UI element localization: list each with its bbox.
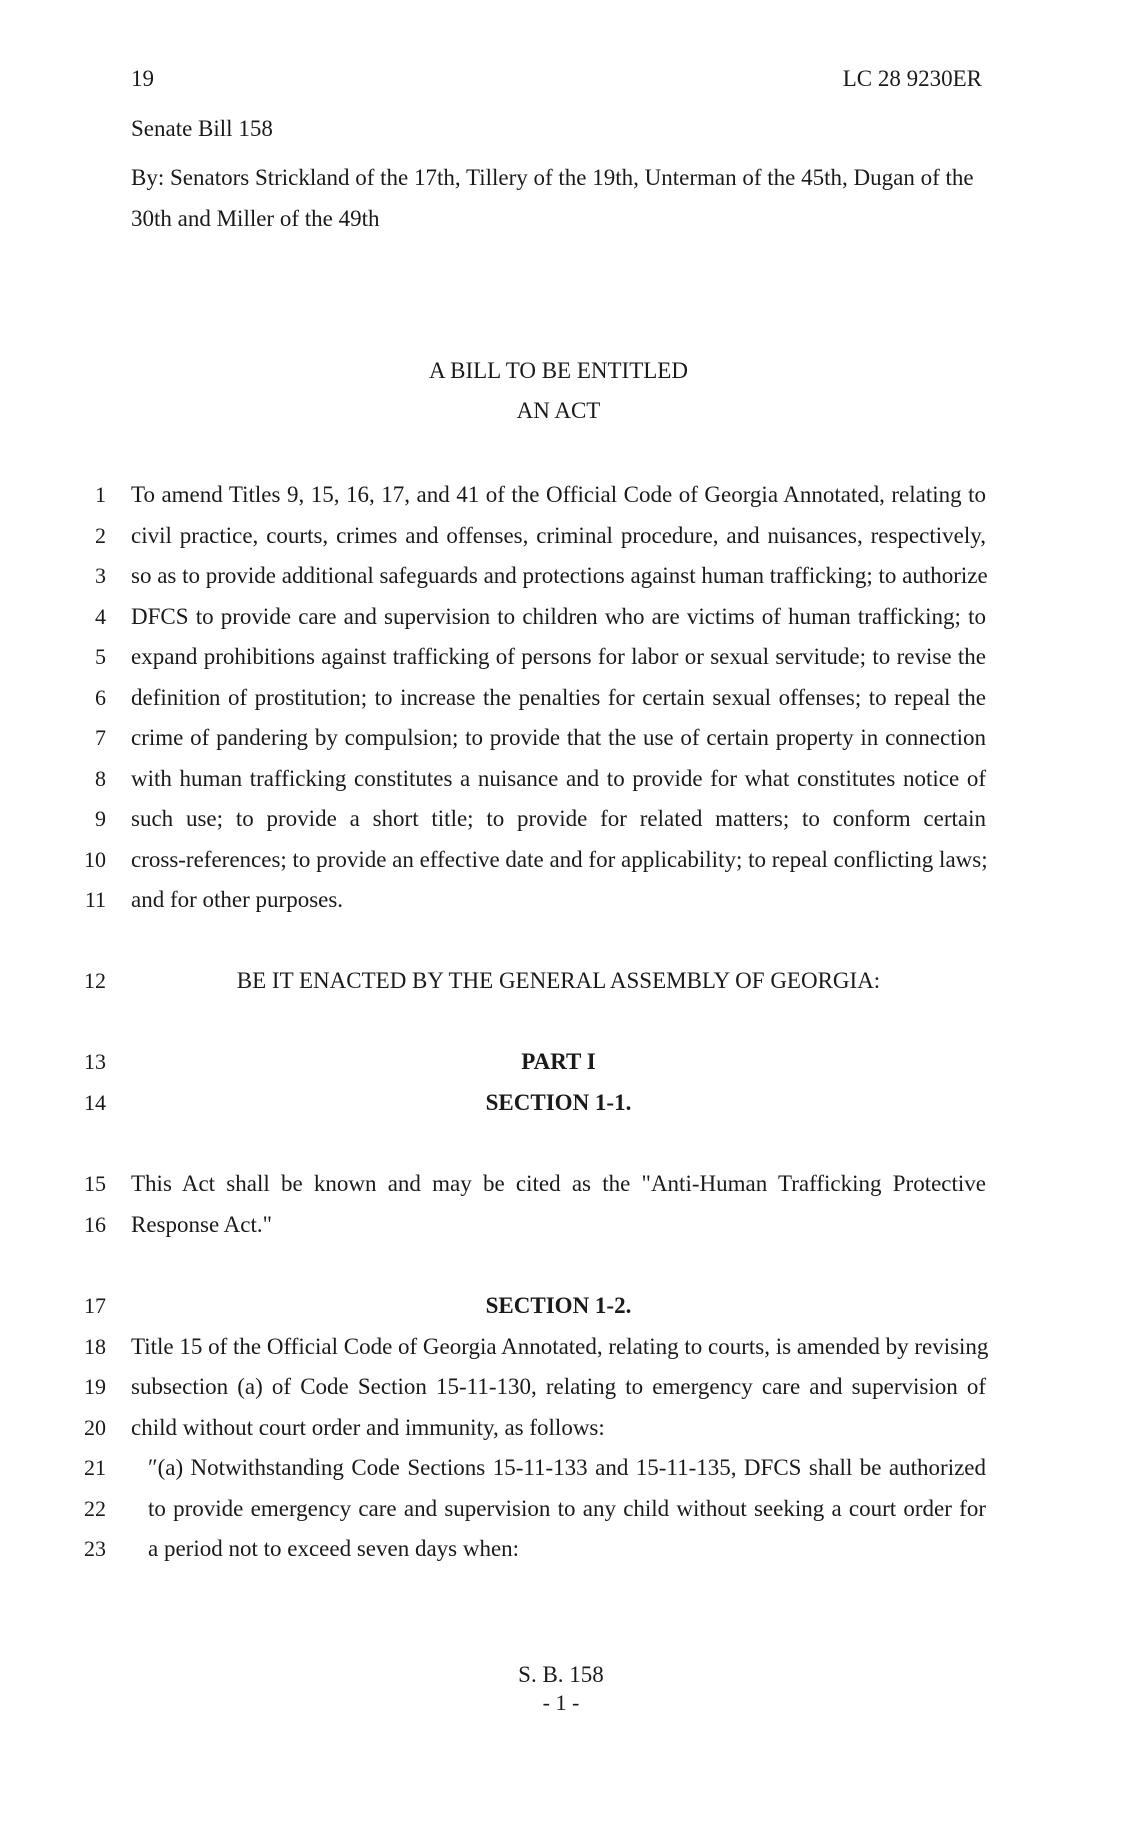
line-text: civil practice, courts, crimes and offenses, criminal procedure, and nuisances, respectively,: [131, 523, 986, 548]
enacting-clause-line: [0, 960, 1122, 1001]
line-number: 7: [95, 725, 106, 750]
footer-bill-ref: S. B. 158: [518, 1662, 604, 1687]
line-text: subsection (a) of Code Section 15-11-130, relating to emergency care and supervision of: [131, 1374, 986, 1399]
numbered-line: [0, 839, 1122, 880]
line-text: so as to provide additional safeguards and protections against human trafficking; to authorize: [131, 563, 988, 588]
line-number: 16: [84, 1212, 106, 1237]
bill-number: Senate Bill 158: [131, 116, 273, 141]
line-text: ″(a) Notwithstanding Code Sections 15-11-133 and 15-11-135, DFCS shall be authorized: [148, 1455, 986, 1480]
numbered-line: [0, 1366, 1122, 1407]
line-text: To amend Titles 9, 15, 16, 17, and 41 of the Official Code of Georgia Annotated, relating to: [131, 482, 986, 507]
line-number: 1: [95, 482, 106, 507]
line-number: 8: [95, 766, 106, 791]
line-number: 10: [84, 847, 106, 872]
page-number-header: 19: [131, 66, 154, 91]
line-text: to provide emergency care and supervision to any child without seeking a court order for: [148, 1496, 986, 1521]
line-text: DFCS to provide care and supervision to children who are victims of human trafficking; to: [131, 604, 986, 629]
footer-page-number: - 1 -: [542, 1690, 580, 1715]
section-heading-line: [0, 1082, 1122, 1123]
line-number: 6: [95, 685, 106, 710]
numbered-line: [0, 1407, 1122, 1448]
numbered-line: [0, 515, 1122, 556]
line-number: 12: [84, 968, 106, 993]
line-number: 2: [95, 523, 106, 548]
line-number: 3: [95, 563, 106, 588]
enacting-clause: BE IT ENACTED BY THE GENERAL ASSEMBLY OF GEORGIA:: [236, 968, 881, 993]
numbered-line: [0, 1326, 1122, 1367]
line-number: 22: [84, 1496, 106, 1521]
line-number: 11: [84, 887, 106, 912]
numbered-line: [0, 677, 1122, 718]
numbered-line: [0, 474, 1122, 515]
line-text: crime of pandering by compulsion; to provide that the use of certain property in connection: [131, 725, 986, 750]
line-text: expand prohibitions against trafficking of persons for labor or sexual servitude; to revise the: [131, 644, 986, 669]
numbered-line: [0, 1488, 1122, 1529]
line-number: 19: [84, 1374, 106, 1399]
numbered-line: [0, 879, 1122, 920]
line-text: such use; to provide a short title; to provide for related matters; to conform certain: [131, 806, 986, 831]
line-number: 13: [84, 1049, 106, 1074]
numbered-line: [0, 1447, 1122, 1488]
part-heading: PART I: [521, 1049, 596, 1074]
line-number: 23: [84, 1536, 106, 1561]
title-act: AN ACT: [516, 398, 601, 423]
line-number: 14: [84, 1090, 106, 1115]
line-text: This Act shall be known and may be cited as the "Anti-Human Trafficking Protective: [131, 1171, 986, 1196]
line-number: 15: [84, 1171, 106, 1196]
line-number: 21: [84, 1455, 106, 1480]
numbered-line: [0, 1163, 1122, 1204]
sponsors: By: Senators Strickland of the 17th, Tillery of the 19th, Unterman of the 45th, Dugan of the 30th and Miller of the 49th: [131, 165, 974, 231]
line-text: with human trafficking constitutes a nuisance and to provide for what constitutes notice of: [131, 766, 986, 791]
line-number: 9: [95, 806, 106, 831]
numbered-line: [0, 596, 1122, 637]
numbered-line: [0, 717, 1122, 758]
numbered-line: [0, 1204, 1122, 1245]
numbered-line: [0, 1528, 1122, 1569]
section-heading: SECTION 1-2.: [485, 1293, 632, 1318]
line-text: and for other purposes.: [131, 887, 344, 912]
numbered-line: [0, 798, 1122, 839]
line-text: cross-references; to provide an effective date and for applicability; to repeal conflicting laws;: [131, 847, 988, 872]
line-number: 17: [84, 1293, 106, 1318]
numbered-line: [0, 758, 1122, 799]
line-text: child without court order and immunity, as follows:: [131, 1415, 605, 1440]
part-heading-line: [0, 1041, 1122, 1082]
line-text: Title 15 of the Official Code of Georgia Annotated, relating to courts, is amended by revising: [131, 1334, 989, 1359]
line-number: 18: [84, 1334, 106, 1359]
line-text: Response Act.": [131, 1212, 272, 1237]
section-heading: SECTION 1-1.: [485, 1090, 632, 1115]
title-entitled: A BILL TO BE ENTITLED: [429, 358, 688, 383]
line-text: definition of prostitution; to increase the penalties for certain sexual offenses; to repeal the: [131, 685, 986, 710]
numbered-line: [0, 555, 1122, 596]
line-number: 4: [95, 604, 106, 629]
line-text: a period not to exceed seven days when:: [148, 1536, 520, 1561]
lc-code: LC 28 9230ER: [842, 66, 982, 91]
section-heading-line: [0, 1285, 1122, 1326]
line-number: 5: [95, 644, 106, 669]
numbered-line: [0, 636, 1122, 677]
line-number: 20: [84, 1415, 106, 1440]
